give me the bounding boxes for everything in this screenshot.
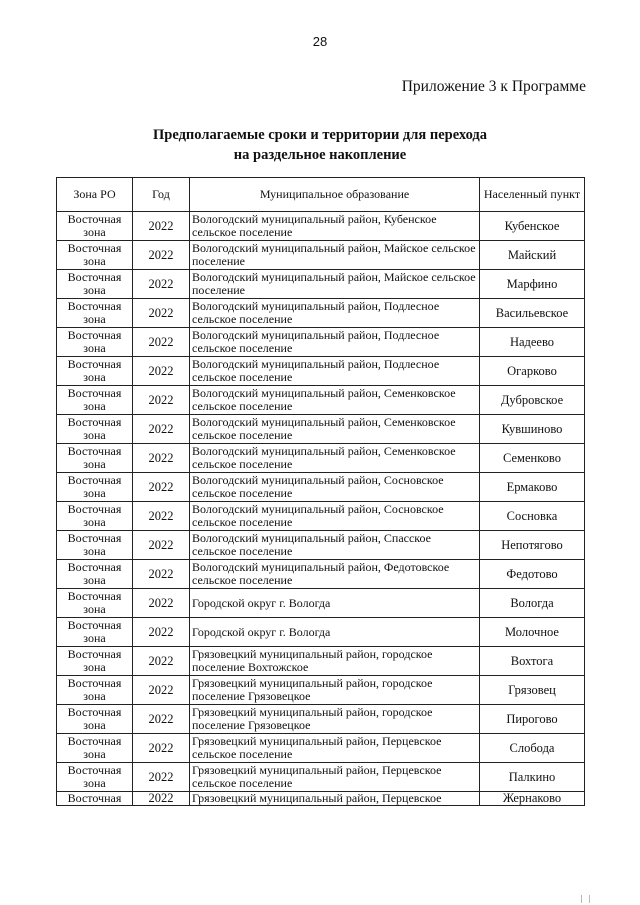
cell-year: 2022 bbox=[133, 676, 190, 705]
table-row bbox=[57, 792, 585, 806]
header-year: Год bbox=[133, 178, 190, 212]
cell-year: 2022 bbox=[133, 705, 190, 734]
appendix-label: Приложение 3 к Программе bbox=[401, 78, 586, 95]
table-row bbox=[57, 473, 585, 502]
document-title-line-1: Предполагаемые сроки и территории для перехода bbox=[153, 127, 487, 143]
cell-settlement: Грязовец bbox=[480, 676, 585, 705]
cell-municipality: Городской округ г. Вологда bbox=[190, 618, 480, 647]
table-row bbox=[57, 502, 585, 531]
table-row bbox=[57, 299, 585, 328]
table-row bbox=[57, 705, 585, 734]
cell-settlement: Пирогово bbox=[480, 705, 585, 734]
table-row bbox=[57, 589, 585, 618]
cell-settlement: Майский bbox=[480, 241, 585, 270]
cell-year: 2022 bbox=[133, 647, 190, 676]
cell-zone bbox=[57, 241, 133, 270]
cell-zone bbox=[57, 647, 133, 676]
table-row bbox=[57, 647, 585, 676]
cell-zone bbox=[57, 734, 133, 763]
cell-zone bbox=[57, 705, 133, 734]
document-title-line-2: на раздельное накопление bbox=[233, 147, 407, 163]
cell-municipality: Вологодский муниципальный район, Семенковское сельское поселение bbox=[190, 415, 480, 444]
cell-year: 2022 bbox=[133, 792, 190, 806]
cell-zone bbox=[57, 676, 133, 705]
cell-settlement: Васильевское bbox=[480, 299, 585, 328]
zone-text: Восточная зона bbox=[67, 531, 122, 558]
cell-municipality: Вологодский муниципальный район, Майское сельское поселение bbox=[190, 270, 480, 299]
zone-text: Восточная зона bbox=[67, 705, 122, 732]
cell-zone bbox=[57, 618, 133, 647]
cell-zone bbox=[57, 357, 133, 386]
cell-settlement: Сосновка bbox=[480, 502, 585, 531]
table-header-row bbox=[57, 178, 585, 212]
cell-settlement: Непотягово bbox=[480, 531, 585, 560]
zone-text: Восточная зона bbox=[67, 618, 122, 645]
cell-municipality: Вологодский муниципальный район, Спасское сельское поселение bbox=[190, 531, 480, 560]
cell-year: 2022 bbox=[133, 299, 190, 328]
cell-settlement: Огарково bbox=[480, 357, 585, 386]
scan-marks: | | bbox=[580, 894, 592, 903]
table-row bbox=[57, 386, 585, 415]
cell-municipality: Вологодский муниципальный район, Семенковское сельское поселение bbox=[190, 444, 480, 473]
cell-municipality: Грязовецкий муниципальный район, городское поселение Вохтожское bbox=[190, 647, 480, 676]
cell-municipality: Городской округ г. Вологда bbox=[190, 589, 480, 618]
cell-year: 2022 bbox=[133, 763, 190, 792]
zone-text: Восточная зона bbox=[67, 299, 122, 326]
cell-settlement: Палкино bbox=[480, 763, 585, 792]
cell-municipality: Вологодский муниципальный район, Сосновское сельское поселение bbox=[190, 502, 480, 531]
cell-zone bbox=[57, 589, 133, 618]
cell-settlement: Кувшиново bbox=[480, 415, 585, 444]
cell-zone bbox=[57, 299, 133, 328]
cell-settlement: Кубенское bbox=[480, 212, 585, 241]
table-row bbox=[57, 444, 585, 473]
cell-zone bbox=[57, 270, 133, 299]
cell-zone bbox=[57, 763, 133, 792]
zone-text: Восточная зона bbox=[67, 212, 122, 239]
cell-zone bbox=[57, 212, 133, 241]
table-row bbox=[57, 357, 585, 386]
zone-text: Восточная зона bbox=[67, 444, 122, 471]
zone-text: Восточная зона bbox=[67, 241, 122, 268]
zone-text: Восточная bbox=[67, 791, 122, 805]
zone-text: Восточная зона bbox=[67, 357, 122, 384]
zone-text: Восточная зона bbox=[67, 270, 122, 297]
page-number: 28 bbox=[312, 34, 328, 49]
zone-text: Восточная зона bbox=[67, 386, 122, 413]
cell-municipality: Грязовецкий муниципальный район, городское поселение Грязовецкое bbox=[190, 676, 480, 705]
cell-zone bbox=[57, 531, 133, 560]
table-row bbox=[57, 241, 585, 270]
table-row bbox=[57, 328, 585, 357]
cell-settlement: Надеево bbox=[480, 328, 585, 357]
cell-zone bbox=[57, 328, 133, 357]
cell-municipality: Грязовецкий муниципальный район, Перцевское bbox=[190, 792, 480, 806]
cell-year: 2022 bbox=[133, 212, 190, 241]
cell-settlement: Марфино bbox=[480, 270, 585, 299]
cell-zone bbox=[57, 386, 133, 415]
cell-municipality: Грязовецкий муниципальный район, Перцевское сельское поселение bbox=[190, 734, 480, 763]
separate-collection-table bbox=[56, 177, 585, 806]
table-row bbox=[57, 763, 585, 792]
table-row bbox=[57, 560, 585, 589]
cell-year: 2022 bbox=[133, 357, 190, 386]
cell-year: 2022 bbox=[133, 560, 190, 589]
cell-year: 2022 bbox=[133, 589, 190, 618]
cell-year: 2022 bbox=[133, 386, 190, 415]
header-settlement: Населенный пункт bbox=[480, 178, 585, 212]
cell-year: 2022 bbox=[133, 270, 190, 299]
cell-year: 2022 bbox=[133, 734, 190, 763]
cell-year: 2022 bbox=[133, 241, 190, 270]
table-row bbox=[57, 270, 585, 299]
cell-year: 2022 bbox=[133, 502, 190, 531]
cell-settlement: Вохтога bbox=[480, 647, 585, 676]
zone-text: Восточная зона bbox=[67, 415, 122, 442]
cell-municipality: Вологодский муниципальный район, Подлесное сельское поселение bbox=[190, 328, 480, 357]
zone-text: Восточная зона bbox=[67, 647, 122, 674]
cell-year: 2022 bbox=[133, 415, 190, 444]
table-row bbox=[57, 415, 585, 444]
header-zone: Зона РО bbox=[57, 178, 133, 212]
table-row bbox=[57, 734, 585, 763]
zone-text: Восточная зона bbox=[67, 676, 122, 703]
cell-zone bbox=[57, 415, 133, 444]
cell-municipality: Вологодский муниципальный район, Кубенское сельское поселение bbox=[190, 212, 480, 241]
zone-text: Восточная зона bbox=[67, 589, 122, 616]
cell-zone bbox=[57, 502, 133, 531]
zone-text: Восточная зона bbox=[67, 502, 122, 529]
cell-municipality: Вологодский муниципальный район, Подлесное сельское поселение bbox=[190, 299, 480, 328]
cell-zone bbox=[57, 560, 133, 589]
cell-settlement: Ермаково bbox=[480, 473, 585, 502]
cell-zone bbox=[57, 473, 133, 502]
table-body bbox=[57, 212, 585, 806]
cell-year: 2022 bbox=[133, 618, 190, 647]
cell-municipality: Грязовецкий муниципальный район, городское поселение Грязовецкое bbox=[190, 705, 480, 734]
header-municipality: Муниципальное образование bbox=[190, 178, 480, 212]
cell-municipality: Вологодский муниципальный район, Майское сельское поселение bbox=[190, 241, 480, 270]
cell-municipality: Грязовецкий муниципальный район, Перцевское сельское поселение bbox=[190, 763, 480, 792]
cell-year: 2022 bbox=[133, 473, 190, 502]
zone-text: Восточная зона bbox=[67, 473, 122, 500]
cell-municipality: Вологодский муниципальный район, Федотовское сельское поселение bbox=[190, 560, 480, 589]
cell-municipality: Вологодский муниципальный район, Семенковское сельское поселение bbox=[190, 386, 480, 415]
cell-settlement: Семенково bbox=[480, 444, 585, 473]
cell-municipality: Вологодский муниципальный район, Подлесное сельское поселение bbox=[190, 357, 480, 386]
cell-zone bbox=[57, 792, 133, 806]
cell-settlement: Вологда bbox=[480, 589, 585, 618]
zone-text: Восточная зона bbox=[67, 763, 122, 790]
cell-settlement: Федотово bbox=[480, 560, 585, 589]
zone-text: Восточная зона bbox=[67, 734, 122, 761]
cell-municipality: Вологодский муниципальный район, Сосновское сельское поселение bbox=[190, 473, 480, 502]
cell-year: 2022 bbox=[133, 328, 190, 357]
table-row bbox=[57, 618, 585, 647]
zone-text: Восточная зона bbox=[67, 560, 122, 587]
table-row bbox=[57, 676, 585, 705]
cell-year: 2022 bbox=[133, 531, 190, 560]
document-title bbox=[0, 125, 640, 165]
cell-settlement: Жернаково bbox=[480, 792, 585, 806]
table-row bbox=[57, 212, 585, 241]
cell-settlement: Молочное bbox=[480, 618, 585, 647]
cell-settlement: Слобода bbox=[480, 734, 585, 763]
cell-zone bbox=[57, 444, 133, 473]
zone-text: Восточная зона bbox=[67, 328, 122, 355]
table-row bbox=[57, 531, 585, 560]
cell-year: 2022 bbox=[133, 444, 190, 473]
cell-settlement: Дубровское bbox=[480, 386, 585, 415]
